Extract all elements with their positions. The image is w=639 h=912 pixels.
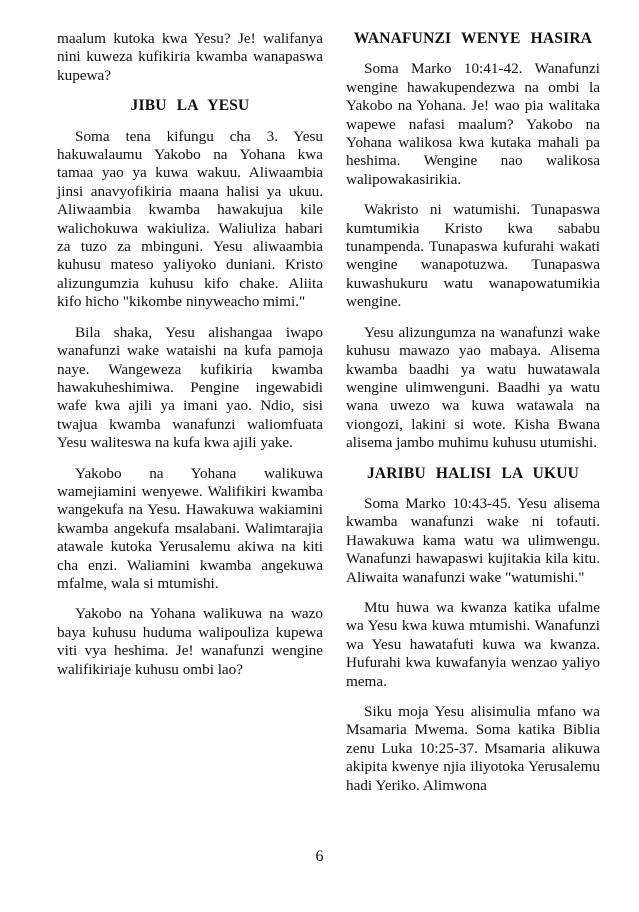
heading-wanafunzi-wenye-hasira: WANAFUNZI WENYE HASIRA <box>353 30 593 47</box>
paragraph: Siku moja Yesu alisimulia mfano wa Msamaria Mwema. Soma katika Biblia zenu Luka 10:25-37. Msamaria alikuwa akipita kwenye njia iliyotoka Yerusalemu hadi Yeriko. Alimwona <box>346 703 600 794</box>
heading-jaribu-halisi-la-ukuu: JARIBU HALISI LA UKUU <box>366 464 580 482</box>
heading-jibu-la-yesu: JIBU LA YESU <box>130 97 250 115</box>
paragraph: Soma tena kifungu cha 3. Yesu hakuwalaumu Yakobo na Yohana kwa tamaa yao ya kuwa wakuu. Aliwaambia jinsi anavyofikiria maana halisi ya ukuu. Aliwaambia kwamba hawakujua kile walichokuwa wakiuliza. Waliuliza habari za tuzo za mbinguni. Yesu aliwaambia kuhusu mateso yaliyoko duniani. Kristo alizungumzia kuhusu kifo chake. Aliita kifo hicho "kikombe ninyweacho mimi." <box>57 127 323 311</box>
paragraph: Soma Marko 10:43-45. Yesu alisema kwamba wanafunzi wake ni tofauti. Hawakuwa kama watu wa ulimwengu. Wanafunzi hawapaswi kujitakia kila kitu. Aliwaita wanafunzi wake "watumishi." <box>346 494 600 586</box>
paragraph: Yakobo na Yohana walikuwa wamejiamini wenyewe. Walifikiri kwamba wangekufa na Yesu. Hawakuwa wakiamini kwamba angekufa msalabani. Walimtarajia atawale kutoka Yerusalemu akiwa na kiti cha enzi. Waliamini kwamba angekuwa mfalme, wala si mtumishi. <box>57 464 323 592</box>
paragraph: Mtu huwa wa kwanza katika ufalme wa Yesu kwa kuwa mtumishi. Wanafunzi wa Yesu hawatafuti kuwa wa kwanza. Hufurahi kwa kuwafanyia wenzao yaliyo mema. <box>346 598 600 690</box>
paragraph-continuation: maalum kutoka kwa Yesu? Je! walifanya nini kuweza kufikiria kwamba wanapaswa kupewa? <box>57 30 323 84</box>
paragraph: Soma Marko 10:41-42. Wanafunzi wengine hawakupendezwa na ombi la Yakobo na Yohana. Je! wao pia walitaka wapewe nafasi maalum? Yakobo na Yohana walikosa kwa kutaka mahali pa heshima. Wengine nao walikosa walipowakasirikia. <box>346 60 600 188</box>
left-column <box>57 30 323 691</box>
paragraph: Yakobo na Yohana walikuwa na wazo baya kuhusu huduma walipouliza kupewa viti vya heshima. Je! wanafunzi wengine walifikiriaje kuhusu ombi lao? <box>57 605 323 678</box>
paragraph: Bila shaka, Yesu alishangaa iwapo wanafunzi wake wataishi na kufa pamoja naye. Wangeweza kufikiria kwamba hawakuheshimiwa. Pengine ingewabidi wafe kwa ajili ya imani yao. Ndio, sisi twajua kwamba wanafunzi waliomfuata Yesu waliteswa na kufa kwa ajili yake. <box>57 323 323 452</box>
page-number: 6 <box>315 848 324 865</box>
right-column <box>346 30 600 807</box>
paragraph: Yesu alizungumza na wanafunzi wake kuhusu mawazo yao mabaya. Alisema kwamba baadhi ya watu huwatawala wengine ulimwenguni. Baadhi ya watu wana uwezo wa kuwa watawala na viongozi, lakini si wote. Kisha Bwana alisema jambo muhimu kuhusu utumishi. <box>346 323 600 452</box>
paragraph: Wakristo ni watumishi. Tunapaswa kumtumikia Kristo kwa sababu tunampenda. Tunapaswa kufurahi wakati wengine wanapotuzwa. Tunapaswa kuwashukuru watu wanapowatumikia wengine. <box>346 201 600 311</box>
